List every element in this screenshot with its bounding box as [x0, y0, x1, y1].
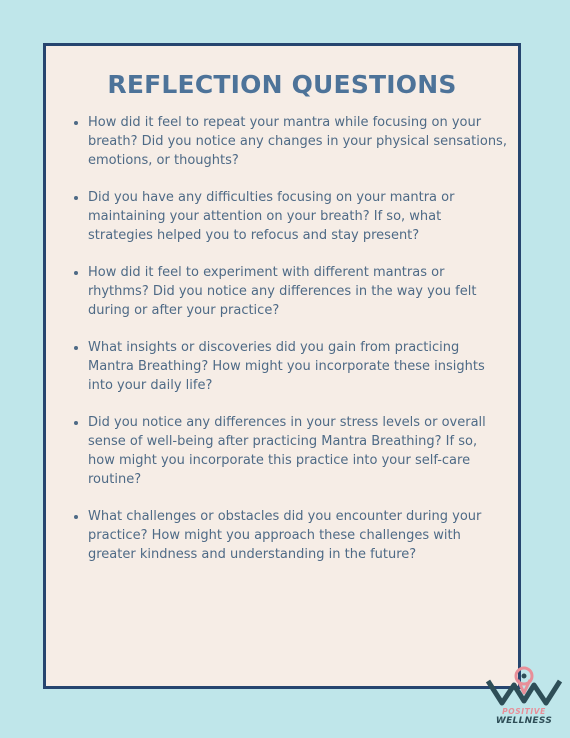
- question-text: What challenges or obstacles did you encounter during your practice? How might you approach these challenges with greater kindness and understanding in the future?: [88, 509, 482, 562]
- question-text: What insights or discoveries did you gain from practicing Mantra Breathing? How might you incorporate these insights into your daily life?: [88, 340, 485, 393]
- list-item: [74, 413, 508, 489]
- bullet-icon: [74, 421, 78, 425]
- bullet-icon: [74, 515, 78, 519]
- bullet-icon: [74, 196, 78, 200]
- brand-line-1: POSITIVE: [502, 707, 546, 716]
- page-title: REFLECTION QUESTIONS: [107, 70, 457, 99]
- list-item: [74, 188, 508, 245]
- list-item: [74, 263, 508, 320]
- positive-wellness-logo-icon: [484, 665, 564, 709]
- question-text: How did it feel to repeat your mantra while focusing on your breath? Did you notice any changes in your physical sensations, emotions, or thoughts?: [88, 115, 507, 168]
- list-item: [74, 338, 508, 395]
- question-text: How did it feel to experiment with different mantras or rhythms? Did you notice any differences in the way you felt during or after your practice?: [88, 265, 477, 318]
- bullet-icon: [74, 271, 78, 275]
- brand-line-2: WELLNESS: [495, 716, 553, 726]
- questions-list: [74, 113, 508, 582]
- list-item: [74, 507, 508, 564]
- reflection-card: [43, 43, 521, 689]
- bullet-icon: [74, 121, 78, 125]
- list-item: [74, 113, 508, 170]
- bullet-icon: [74, 346, 78, 350]
- question-text: Did you have any difficulties focusing on your mantra or maintaining your attention on your breath? If so, what strategies helped you to refocus and stay present?: [88, 190, 455, 243]
- brand-logo: [484, 665, 564, 733]
- question-text: Did you notice any differences in your stress levels or overall sense of well-being after practicing Mantra Breathing? If so, how might you incorporate this practice into your self-care routine?: [88, 415, 486, 487]
